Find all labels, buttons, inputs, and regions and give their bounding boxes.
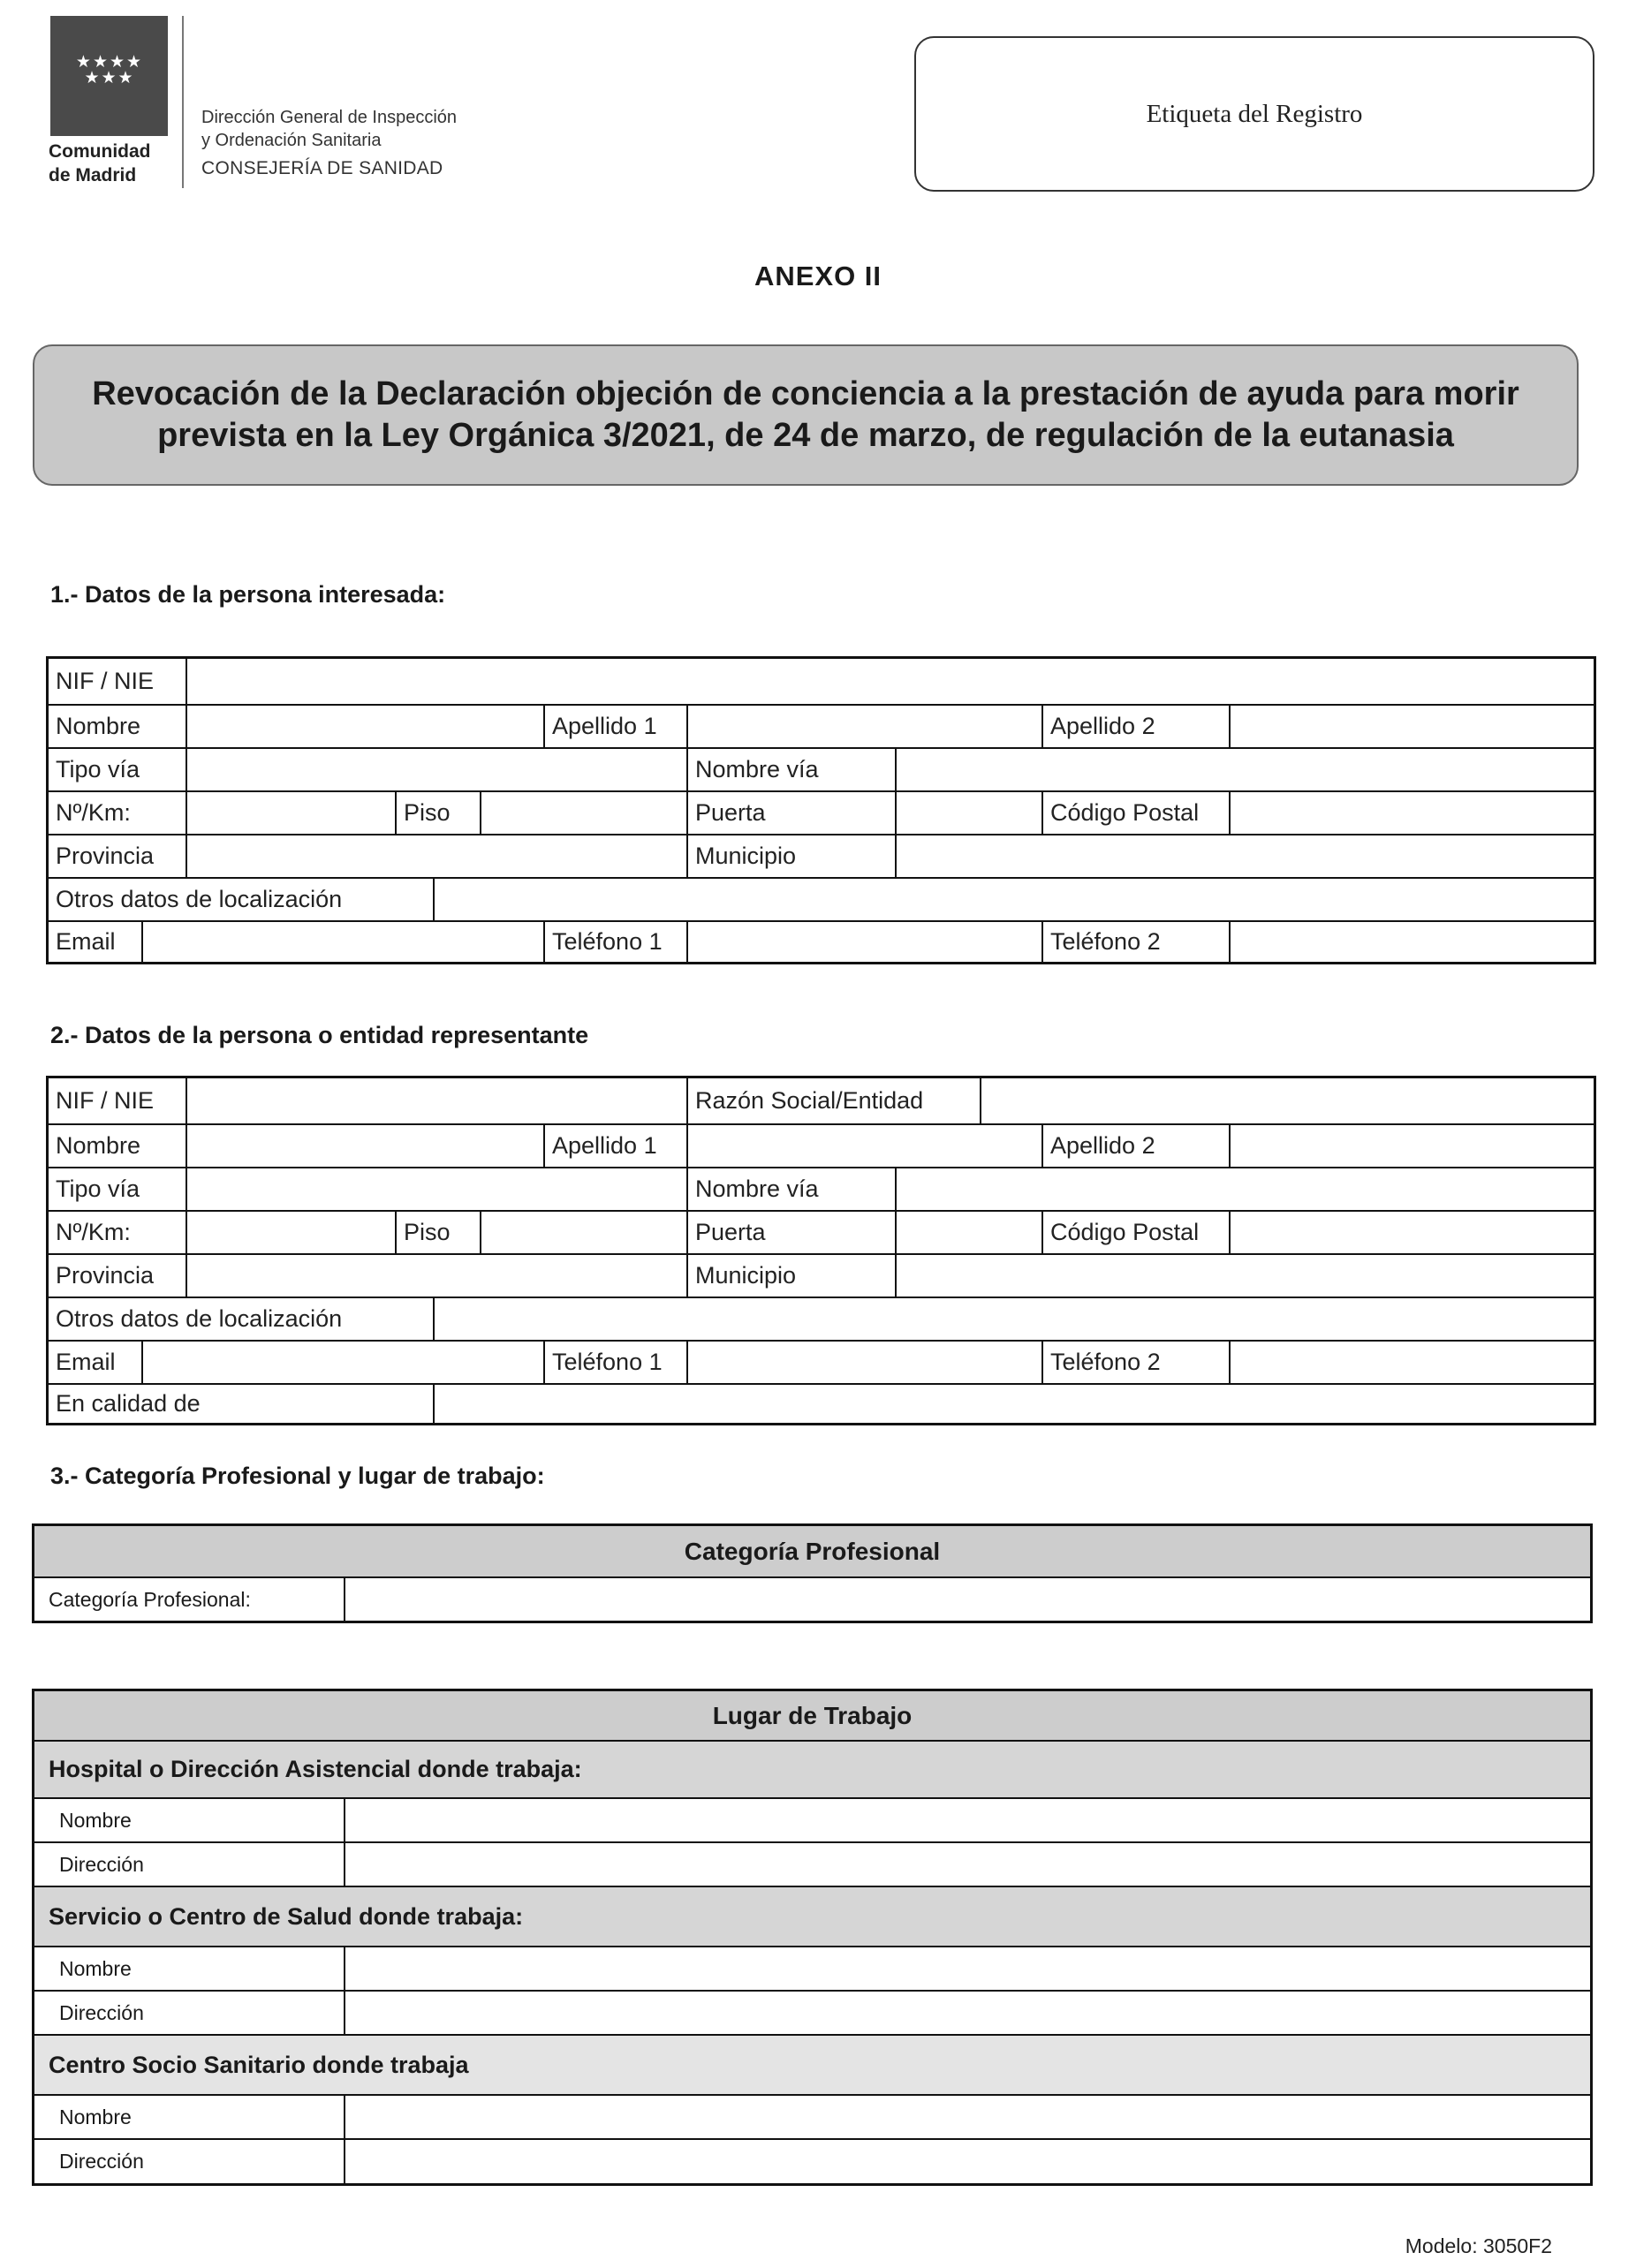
lugar-trabajo-header: Lugar de Trabajo: [34, 1691, 1590, 1740]
num-km-label: Nº/Km:: [56, 799, 131, 826]
apellido1-label: Apellido 1: [552, 713, 657, 739]
hospital-direccion-label: Dirección: [34, 1843, 345, 1886]
rep-apellido1-field[interactable]: [688, 1125, 1041, 1167]
rep-puerta-field[interactable]: [897, 1212, 1041, 1253]
email-field[interactable]: [143, 922, 543, 962]
section2-heading: 2.- Datos de la persona o entidad representante: [50, 1022, 589, 1048]
logo-line-1: Comunidad: [49, 141, 151, 162]
apellido2-field[interactable]: [1231, 706, 1594, 747]
rep-municipio-field[interactable]: [897, 1255, 1594, 1297]
municipio-field[interactable]: [897, 835, 1594, 877]
servicio-subheader: Servicio o Centro de Salud donde trabaja:: [34, 1886, 1590, 1946]
rep-provincia-label: Provincia: [56, 1262, 155, 1289]
logo-divider: [182, 16, 184, 188]
table-row: [49, 1123, 1594, 1167]
table-row: [34, 1576, 1590, 1621]
codigo-postal-field[interactable]: [1231, 792, 1594, 834]
hospital-subheader: Hospital o Dirección Asistencial donde trabaja:: [34, 1740, 1590, 1797]
registry-label: Etiqueta del Registro: [1146, 99, 1363, 128]
nombre-via-field[interactable]: [897, 749, 1594, 790]
centro-direccion-label: Dirección: [34, 2140, 345, 2183]
table-row: [49, 659, 1594, 704]
nombre-via-label: Nombre vía: [695, 756, 819, 782]
org-line-2: y Ordenación Sanitaria: [201, 131, 382, 150]
table-row: [34, 2138, 1590, 2183]
rep-apellido1-label: Apellido 1: [552, 1132, 657, 1159]
table-row: [34, 2094, 1590, 2138]
razon-social-label: Razón Social/Entidad: [695, 1087, 924, 1114]
centro-nombre-label: Nombre: [34, 2096, 345, 2138]
en-calidad-label: En calidad de: [56, 1390, 201, 1417]
provincia-label: Provincia: [56, 843, 155, 869]
table-row: [34, 1797, 1590, 1841]
registry-label-box: [914, 36, 1594, 192]
apellido2-label: Apellido 2: [1050, 713, 1155, 739]
hospital-nombre-label: Nombre: [34, 1799, 345, 1841]
email-label: Email: [56, 928, 116, 955]
centro-nombre-field[interactable]: [347, 2096, 1590, 2138]
telefono1-label: Teléfono 1: [552, 928, 663, 955]
telefono1-field[interactable]: [688, 922, 1041, 962]
rep-num-km-label: Nº/Km:: [56, 1219, 131, 1245]
rep-provincia-field[interactable]: [187, 1255, 685, 1297]
table-row: [34, 1946, 1590, 1990]
rep-nif-label: NIF / NIE: [56, 1087, 155, 1114]
rep-nif-field[interactable]: [187, 1078, 685, 1123]
servicio-direccion-field[interactable]: [347, 1992, 1590, 2034]
table-row: [49, 1253, 1594, 1297]
table-row: [49, 1210, 1594, 1253]
rep-telefono1-label: Teléfono 1: [552, 1349, 663, 1375]
num-km-field[interactable]: [187, 792, 395, 834]
logo-text: [49, 140, 151, 187]
otros-datos-label: Otros datos de localización: [56, 886, 343, 912]
document-title: [33, 344, 1579, 486]
rep-nombre-label: Nombre: [56, 1132, 141, 1159]
stars-icon: ★★★★ ★★★: [75, 53, 144, 87]
rep-apellido2-label: Apellido 2: [1050, 1132, 1155, 1159]
rep-nombre-field[interactable]: [187, 1125, 543, 1167]
rep-codigo-postal-label: Código Postal: [1050, 1219, 1200, 1245]
rep-email-field[interactable]: [143, 1342, 543, 1383]
table-row: [49, 877, 1594, 920]
tipo-via-field[interactable]: [187, 749, 685, 790]
rep-num-km-field[interactable]: [187, 1212, 395, 1253]
piso-label: Piso: [404, 799, 451, 826]
categoria-table: [32, 1523, 1593, 1623]
telefono2-label: Teléfono 2: [1050, 928, 1161, 955]
rep-piso-field[interactable]: [481, 1212, 686, 1253]
en-calidad-field[interactable]: [435, 1385, 1594, 1423]
table-row: [49, 1297, 1594, 1340]
rep-puerta-label: Puerta: [695, 1219, 766, 1245]
rep-otros-datos-label: Otros datos de localización: [56, 1305, 343, 1332]
table-row: [49, 1167, 1594, 1210]
section3-heading: 3.- Categoría Profesional y lugar de trabajo:: [50, 1463, 545, 1489]
provincia-field[interactable]: [187, 835, 685, 877]
centro-subheader: Centro Socio Sanitario donde trabaja: [34, 2034, 1590, 2094]
table-row: [34, 1841, 1590, 1886]
puerta-label: Puerta: [695, 799, 766, 826]
piso-field[interactable]: [481, 792, 686, 834]
table-row: [34, 1990, 1590, 2034]
table-row: [49, 1383, 1594, 1423]
nombre-field[interactable]: [187, 706, 543, 747]
rep-municipio-label: Municipio: [695, 1262, 797, 1289]
table-row: [49, 920, 1594, 962]
rep-telefono1-field[interactable]: [688, 1342, 1041, 1383]
servicio-direccion-label: Dirección: [34, 1992, 345, 2034]
table-row: [49, 704, 1594, 747]
nif-field[interactable]: [187, 659, 1594, 704]
table-row: [49, 834, 1594, 877]
rep-piso-label: Piso: [404, 1219, 451, 1245]
hospital-nombre-field[interactable]: [347, 1799, 1590, 1841]
rep-nombre-via-label: Nombre vía: [695, 1176, 819, 1202]
rep-tipo-via-field[interactable]: [187, 1168, 685, 1210]
section1-table: [46, 656, 1596, 964]
logo-line-2: de Madrid: [49, 165, 137, 185]
section1-heading: 1.- Datos de la persona interesada:: [50, 581, 446, 608]
categoria-label: Categoría Profesional:: [34, 1578, 345, 1621]
rep-telefono2-field[interactable]: [1231, 1342, 1594, 1383]
rep-telefono2-label: Teléfono 2: [1050, 1349, 1161, 1375]
codigo-postal-label: Código Postal: [1050, 799, 1200, 826]
section2-table: [46, 1076, 1596, 1425]
annex-title: ANEXO II: [754, 261, 882, 291]
rep-codigo-postal-field[interactable]: [1231, 1212, 1594, 1253]
rep-nombre-via-field[interactable]: [897, 1168, 1594, 1210]
apellido1-field[interactable]: [688, 706, 1041, 747]
rep-apellido2-field[interactable]: [1231, 1125, 1594, 1167]
organization-block: [201, 106, 457, 180]
model-number: Modelo: 3050F2: [1405, 2234, 1552, 2257]
municipio-label: Municipio: [695, 843, 797, 869]
centro-direccion-field[interactable]: [347, 2140, 1590, 2183]
hospital-direccion-field[interactable]: [347, 1843, 1590, 1886]
puerta-field[interactable]: [897, 792, 1041, 834]
razon-social-field[interactable]: [981, 1078, 1594, 1123]
table-row: [49, 1340, 1594, 1383]
nif-label: NIF / NIE: [56, 668, 155, 694]
org-line-1: Dirección General de Inspección: [201, 108, 458, 127]
table-row: [49, 747, 1594, 790]
document-title-text: Revocación de la Declaración objeción de conciencia a la prestación de ayuda para morir prevista en la Ley Orgánica 3/2021, de 24 de marzo, de regulación de la eutanasia: [92, 375, 1519, 454]
rep-otros-datos-field[interactable]: [435, 1298, 1594, 1340]
telefono2-field[interactable]: [1231, 922, 1594, 962]
rep-tipo-via-label: Tipo vía: [56, 1176, 140, 1202]
nombre-label: Nombre: [56, 713, 141, 739]
lugar-trabajo-table: [32, 1689, 1593, 2186]
table-row: [49, 1078, 1594, 1123]
org-department: CONSEJERÍA DE SANIDAD: [201, 158, 443, 178]
rep-email-label: Email: [56, 1349, 116, 1375]
servicio-nombre-field[interactable]: [347, 1947, 1590, 1990]
otros-datos-field[interactable]: [435, 879, 1594, 920]
table-row: [49, 790, 1594, 834]
servicio-nombre-label: Nombre: [34, 1947, 345, 1990]
categoria-field[interactable]: [347, 1578, 1590, 1621]
tipo-via-label: Tipo vía: [56, 756, 140, 782]
categoria-header: Categoría Profesional: [34, 1526, 1590, 1576]
